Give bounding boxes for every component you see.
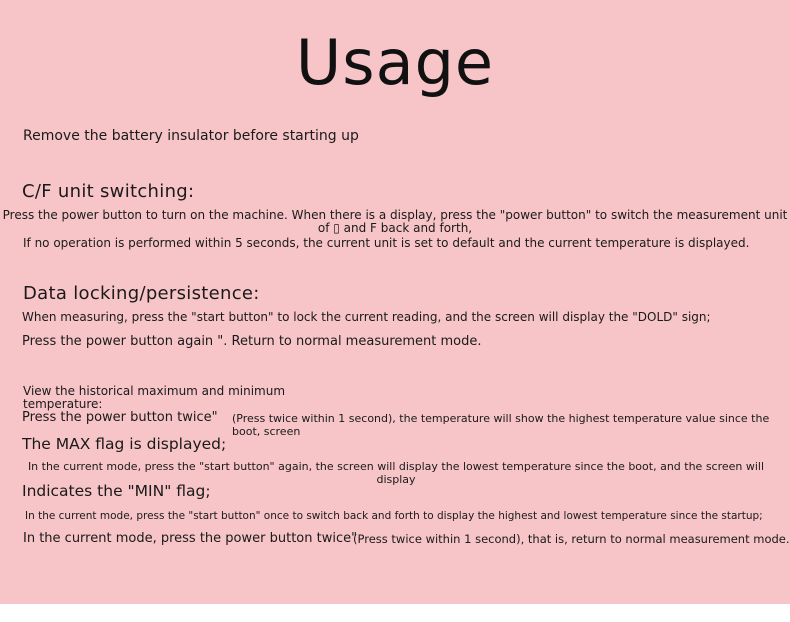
page-title: Usage [295, 26, 495, 99]
lock-instruction-1: When measuring, press the "start button" to lock the current reading, and the screen will display the "DOLD" sign; [22, 310, 711, 324]
return-detail: (Press twice within 1 second), that is, return to normal measurement mode. [353, 532, 790, 546]
insulator-note: Remove the battery insulator before starting up [23, 128, 359, 144]
press-twice-label: Press the power button twice" [22, 410, 218, 425]
lock-heading: Data locking/persistence: [23, 283, 260, 304]
history-heading: View the historical maximum and minimum temperature: [23, 384, 286, 411]
cf-heading: C/F unit switching: [22, 181, 195, 202]
cf-instruction-2: If no operation is performed within 5 seconds, the current unit is set to default and the current temperature is displayed. [23, 236, 750, 250]
start-again-text: In the current mode, press the "start button" again, the screen will display the lowest temperature since the boot, and the screen will display [27, 460, 765, 486]
min-flag-text: Indicates the "MIN" flag; [22, 482, 211, 500]
max-flag-text: The MAX flag is displayed; [22, 435, 227, 453]
start-once-text: In the current mode, press the "start button" once to switch back and forth to display the highest and lowest temperature since the startup; [25, 510, 763, 522]
lock-instruction-2: Press the power button again ". Return to normal measurement mode. [22, 334, 482, 349]
press-twice-detail: (Press twice within 1 second), the temperature will show the highest temperature value since the boot, screen [232, 412, 770, 438]
return-label: In the current mode, press the power button twice" [23, 531, 358, 546]
cf-instruction-1: Press the power button to turn on the machine. When there is a display, press the "power button" to switch the measurement unit of ▯ and F back and forth, [2, 208, 788, 235]
bottom-margin [0, 604, 790, 622]
